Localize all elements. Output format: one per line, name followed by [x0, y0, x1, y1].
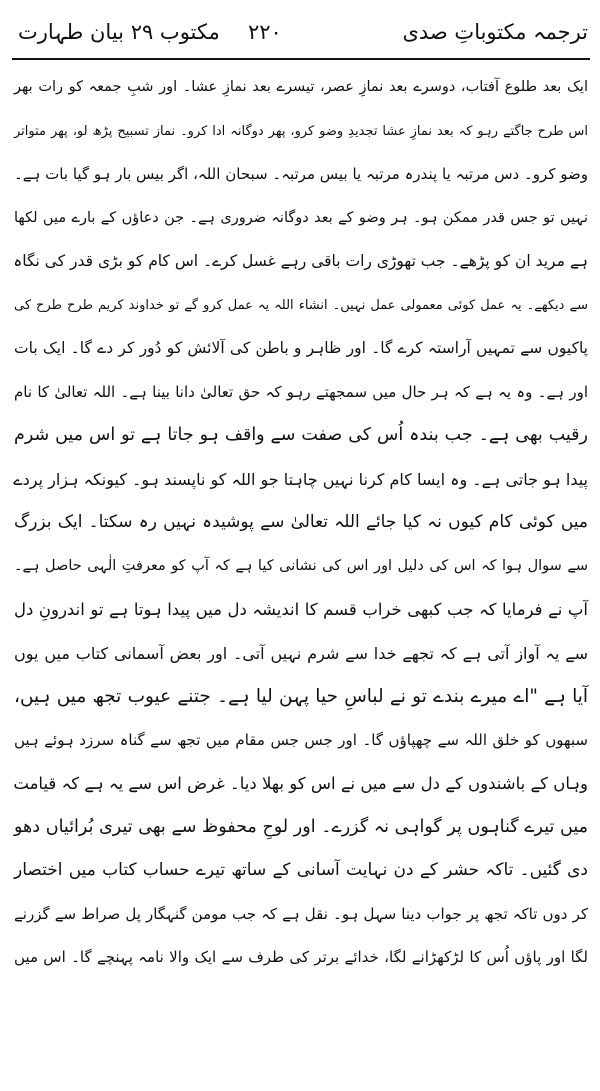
text-line: کر دوں تاکہ تجھ پر جواب دینا سہل ہو۔ نقل ہے کہ جب مومن گنہگار پل صراط سے گزرنے — [14, 904, 588, 923]
text-line: میں کوئی کام کیوں نہ کیا جائے اللہ تعالیٰ سے پوشیدہ نہیں رہ سکتا۔ ایک بزرگ — [14, 512, 588, 532]
running-header — [12, 14, 590, 50]
text-line: نہیں تو جس قدر ممکن ہو۔ ہر وضو کے بعد دوگانہ ضروری ہے۔ جن دعاؤں کے بارے میں لکھا — [14, 209, 588, 226]
text-line: پاکیوں سے تمہیں آراستہ کرے گا۔ اور ظاہر و باطن کی آلائش کو دُور کر دے گا۔ ایک بات — [14, 339, 588, 357]
text-line: آیا ہے "اے میرے بندے تو نے لباسِ حیا پہن لیا ہے۔ جتنے عیوب تجھ میں ہیں، — [14, 686, 588, 707]
text-line: سے سوال ہوا کہ اس کی دلیل اور اس کی نشانی کیا ہے کہ آپ کو معرفتِ الٰہی حاصل ہے۔ — [14, 557, 588, 574]
text-line: ہے مرید ان کو پڑھے۔ جب تھوڑی رات باقی رہے غسل کرے۔ اس کام کو بڑی قدر کی نگاہ — [13, 252, 588, 270]
header-rule — [12, 58, 590, 60]
text-line: اور ہے۔ وہ یہ ہے کہ ہر حال میں سمجھتے رہو کہ حق تعالیٰ دانا بینا ہے۔ اللہ تعالیٰ کا نام — [14, 382, 588, 401]
text-line: سے یہ آواز آتی ہے کہ تجھے خدا سے شرم نہیں آتی۔ اور بعض آسمانی کتاب میں یوں — [14, 643, 588, 663]
text-line: وضو کرو۔ دس مرتبہ یا پندرہ مرتبہ یا بیس مرتبہ۔ سبحان اللہ، اگر بیس بار ہو گیا بات ہے۔ — [14, 165, 588, 183]
book-title: ترجمہ مکتوباتِ صدی — [402, 20, 588, 44]
text-line: اس طرح جاگتے رہو کہ بعد نمازِ عشا تجدیدِ وضو کرو، پھر دوگانہ ادا کرو۔ نماز تسبیح پڑھ لو، پھر متواتر — [14, 123, 588, 139]
text-line: سبھوں کو خلق اللہ سے چھپاؤں گا۔ اور جس جس مقام میں تجھ سے گناہ سرزد ہوئے ہیں — [14, 730, 588, 749]
text-line: آپ نے فرمایا کہ جب کبھی خراب قسم کا اندیشہ دل میں پیدا ہوتا ہے تو اندرونِ دل — [14, 600, 588, 619]
text-line: میں تیرے گناہوں پر گواہی نہ گزرے۔ اور لوحِ محفوظ سے بھی تیری بُرائیاں دھو — [14, 816, 588, 837]
text-line: رقیب بھی ہے۔ جب بندہ اُس کی صفت سے واقف ہو جاتا ہے تو اس میں شرم — [14, 425, 588, 445]
text-line: سے دیکھے۔ یہ عمل کوئی معمولی عمل نہیں۔ انشاء اللہ یہ عمل کرو گے تو خداوند کریم طرح طرح کی — [14, 297, 588, 313]
letter-title: مکتوب ۲۹ بیان طہارت — [18, 20, 220, 44]
text-line: پیدا ہو جاتی ہے۔ وہ ایسا کام کرنا نہیں چاہتا جو اللہ کو ناپسند ہو۔ کیونکہ ہزار پردے — [13, 469, 588, 489]
text-line: دی گئیں۔ تاکہ حشر کے دن نہایت آسانی کے ساتھ تیرے حساب کتاب میں اختصار — [14, 860, 588, 880]
text-line: ایک بعد طلوع آفتاب، دوسرے بعد نمازِ عصر، تیسرے بعد نمازِ عشا۔ اور شبِ جمعہ کو رات بھر — [14, 79, 588, 95]
body-text — [12, 66, 590, 980]
page-number: ۲۲۰ — [248, 20, 282, 44]
text-line: لگا اور پاؤں اُس کا لڑکھڑانے لگا، خدائے برتر کی طرف سے ایک والا نامہ پہنچے گا۔ اس میں — [14, 948, 588, 966]
text-line: وہاں کے باشندوں کے دل سے میں نے اس کو بھلا دیا۔ غرض اس سے یہ ہے کہ قیامت — [13, 774, 588, 793]
